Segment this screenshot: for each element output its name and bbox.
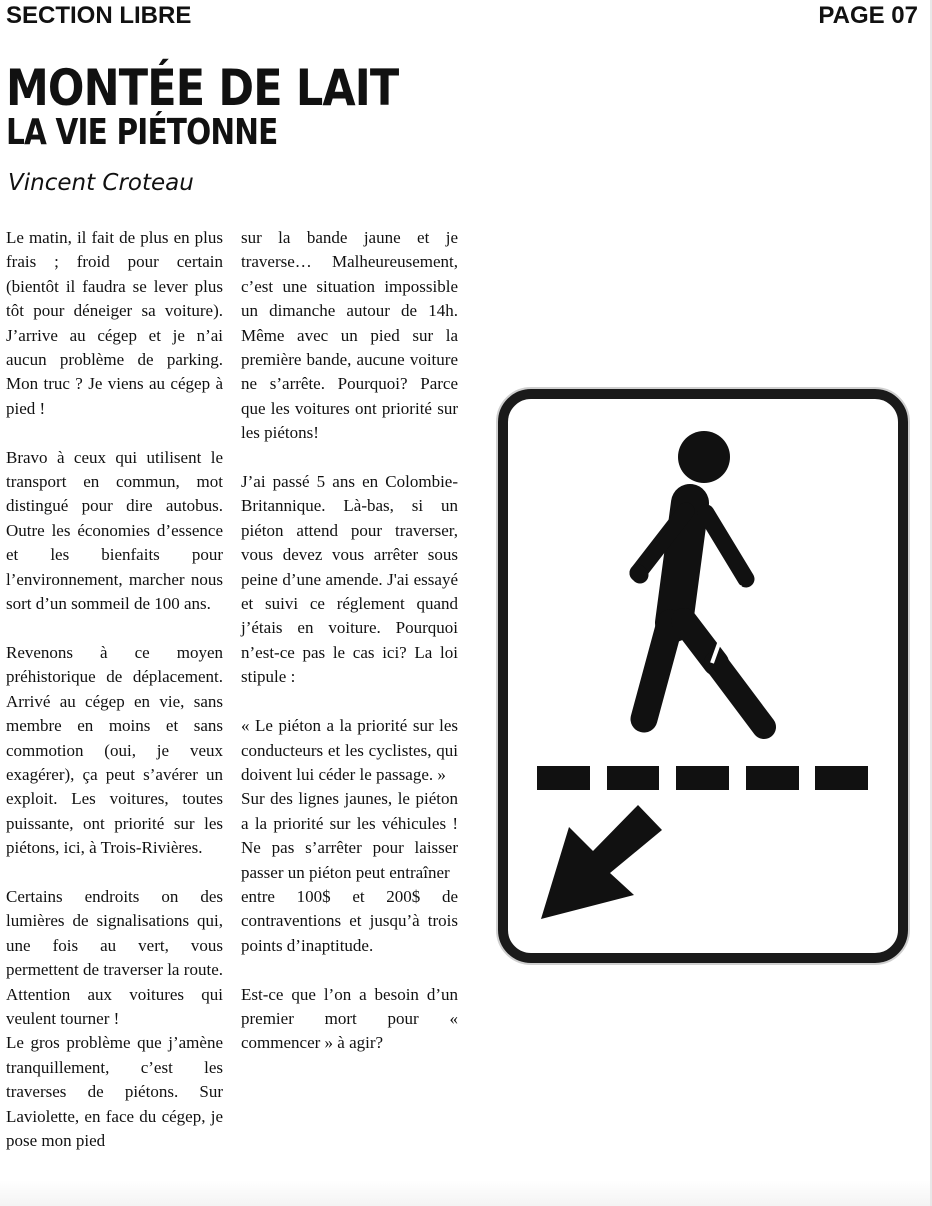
paragraph: Revenons à ce moyen préhistorique de déplacement. Arrivé au cégep en vie, sans membre en moins et sans commotion (oui, je veux exagérer), ça peut s’avérer un exploit. Les voitures, toutes puissante, ont priorité sur les piétons, ici, à Trois-Rivières. xyxy=(6,642,223,858)
paragraph: Le matin, il fait de plus en plus frais ; froid pour certain (bientôt il faudra se lever plus tôt pour déneiger sa voiture). J’arrive au cégep et je n’ai aucun problème de parking. Mon truc ? Je viens au cégep à pied ! xyxy=(6,228,223,418)
crosswalk-dashes-icon xyxy=(537,766,868,790)
paragraph: entre 100$ et 200$ de contraventions et jusqu’à trois points d’inaptitude. xyxy=(241,886,458,955)
article-subtitle: LA VIE PIÉTONNE xyxy=(6,112,278,153)
paragraph: Certains endroits on des lumières de signalisations qui, une fois au vert, vous permettent de traverser la route. Attention aux voitures qui veulent tourner ! xyxy=(6,886,223,1028)
paragraph: sur la bande jaune et je traverse… Malheureusement, c’est une situation impossible un dimanche autour de 14h. Même avec un pied sur la première bande, aucune voiture ne s’arrête. Pourquoi? Parce que les voitures ont priorité sur les piétons! xyxy=(241,228,458,443)
paragraph: « Le piéton a la priorité sur les conducteurs et les cyclistes, qui doivent lui céder le passage. » xyxy=(241,716,458,784)
article-column-1 xyxy=(6,226,223,1153)
section-label: SECTION LIBRE xyxy=(6,2,192,29)
paragraph: J’ai passé 5 ans en Colombie-Britannique. Là-bas, si un piéton attend pour traverser, vous devez vous arrêter sous peine d’une amende. J'ai essayé et suivi ce réglement quand j’étais en voiture. Pourquoi n’est-ce pas le cas ici? La loi stipule : xyxy=(241,472,458,687)
pedestrian-crossing-sign-icon xyxy=(494,385,912,967)
paragraph: Bravo à ceux qui utilisent le transport en commun, mot distingué pour dire autobus. Outre les économies d’essence et les bienfaits pour l’environnement, marcher nous sort d’un sommeil de 100 ans. xyxy=(6,447,223,614)
paragraph: Est-ce que l’on a besoin d’un premier mort pour « commencer » à agir? xyxy=(241,984,458,1053)
paragraph: Sur des lignes jaunes, le piéton a la priorité sur les véhicules ! Ne pas s’arrêter pour laisser passer un piéton peut entraîner xyxy=(241,789,458,882)
page-header xyxy=(0,0,932,36)
article-column-2 xyxy=(241,226,458,1080)
paragraph: Le gros problème que j’amène tranquillement, c’est les traverses de piétons. Sur Laviolette, en face du cégep, je pose mon pied xyxy=(6,1033,223,1150)
article-title: MONTÉE DE LAIT xyxy=(6,59,399,117)
page-number: PAGE 07 xyxy=(818,2,918,29)
page-bottom-edge xyxy=(0,1180,932,1206)
article-author: Vincent Croteau xyxy=(8,170,194,196)
